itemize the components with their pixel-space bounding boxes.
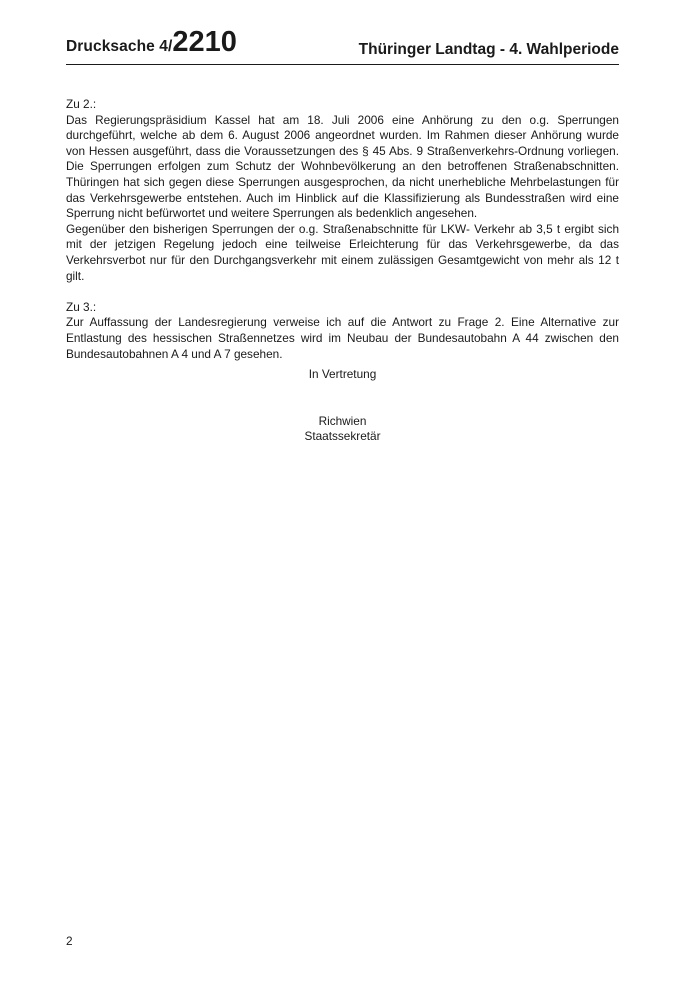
section-heading-3: Zu 3.: <box>66 299 97 314</box>
document-body <box>66 97 619 362</box>
signature-spacer <box>66 383 619 414</box>
paragraph: Zur Auffassung der Landesregierung verweise ich auf die Antwort zu Frage 2. Eine Alternative zur Entlastung des hessischen Straßennetzes wird im Neubau der Bundesautobahn A 44 zwischen den Bundesautobahnen A 4 und A 7 gesehen. <box>66 315 619 361</box>
document-number-value: 2210 <box>172 26 237 58</box>
document-prefix: Drucksache 4/ <box>66 38 173 55</box>
signature-block <box>66 367 619 445</box>
page-header <box>66 26 619 65</box>
signatory-title: Staatssekretär <box>304 429 381 444</box>
paragraph: Das Regierungspräsidium Kassel hat am 18. Juli 2006 eine Anhörung zu den o.g. Sperrungen durchgeführt, welche ab dem 6. August 2006 angeordnet wurden. Im Rahmen dieser Anhörung wurde von Hessen ausgeführt, dass die Voraussetzungen des § 45 Abs. 9 Straßenverkehrs-Ordnung vorliegen. Die Sperrungen erfolgen zum Schutz der Wohnbevölkerung an den betroffenen Straßenabschnitten. Thüringen hat sich gegen diese Sperrungen ausgesprochen, da nicht unerhebliche Mehrbelastungen für das Verkehrsgewerbe entstehen. Auch im Hinblick auf die Klassifizierung als Bundesstraßen wird eine Sperrung nicht befürwortet und weitere Sperrungen als bedenklich angesehen. <box>66 112 619 221</box>
document-number <box>66 26 237 59</box>
section-heading-2: Zu 2.: <box>66 97 97 111</box>
on-behalf-text: In Vertretung <box>308 367 377 381</box>
page-number: 2 <box>66 934 73 948</box>
signatory-name: Richwien <box>318 413 367 428</box>
paragraph: Gegenüber den bisherigen Sperrungen der o.g. Straßenabschnitte für LKW- Verkehr ab 3,5 t ergibt sich mit der jetzigen Regelung jedoch eine teilweise Erleichterung für das Verkehrsgewerbe, da das Verkehrsverbot nur für den Durchgangsverkehr mit einem zulässigen Gesamtgewicht von mehr als 12 t gilt. <box>66 221 619 283</box>
paragraph-spacer <box>66 284 619 300</box>
parliament-title: Thüringer Landtag - 4. Wahlperiode <box>358 41 619 58</box>
